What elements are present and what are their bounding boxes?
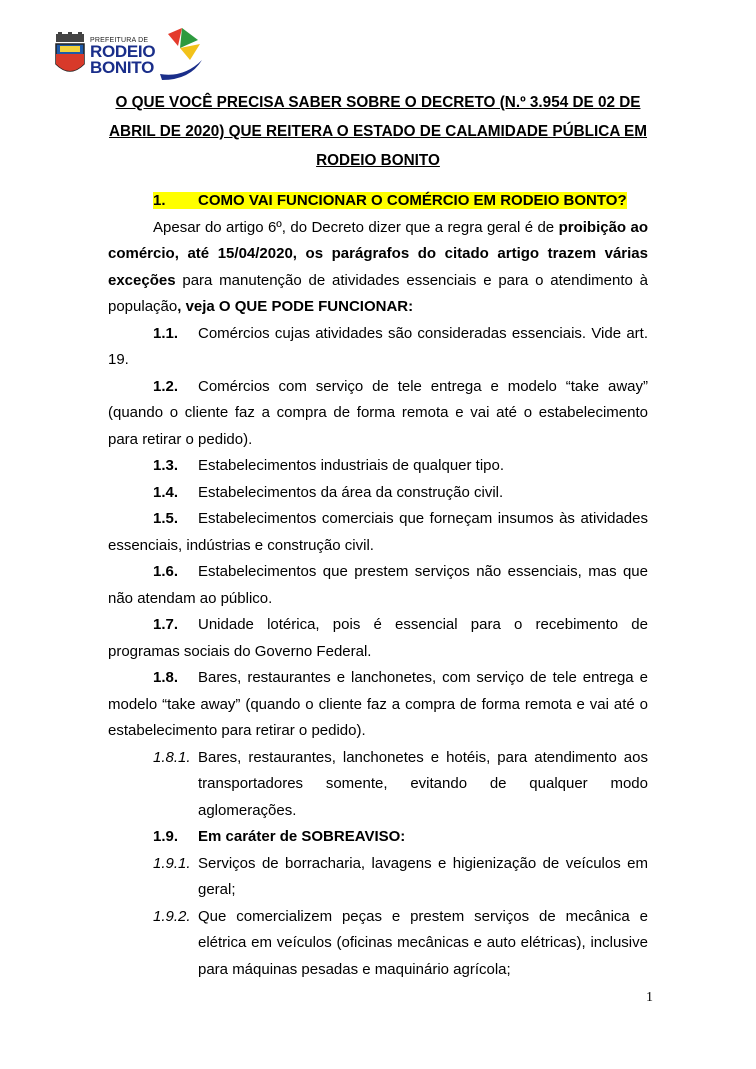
item-text: Estabelecimentos comerciais que forneçam insumos às atividades essenciais, indústrias e construção civil. <box>108 510 648 554</box>
municipality-logo <box>52 30 202 86</box>
list-item <box>108 480 648 507</box>
list-item <box>108 506 648 559</box>
item-text: Comércios cujas atividades são consideradas essenciais. Vide art. 19. <box>108 324 648 368</box>
item-text: Estabelecimentos que prestem serviços não essenciais, mas que não atendam ao público. <box>108 563 648 607</box>
sub-item-number: 1.9.2. <box>153 907 191 925</box>
list-item <box>108 321 648 374</box>
item-number: 1.9. <box>153 828 179 845</box>
sub-item <box>108 851 648 904</box>
sub-item-number: 1.9.1. <box>153 854 191 872</box>
logo-line-2: BONITO <box>90 58 155 78</box>
coat-of-arms-icon <box>52 32 92 84</box>
item-text: Comércios com serviço de tele entrega e modelo “take away” (quando o cliente faz a compra de forma remota e vai até o estabelecimento para retirar o pedido). <box>108 377 648 448</box>
item-text: Bares, restaurantes e lanchonetes, com serviço de tele entrega e modelo “take away” (quando o cliente faz a compra de forma remota e vai até o estabelecimento para retirar o pedido). <box>108 669 648 739</box>
section-title: COMO VAI FUNCIONAR O COMÉRCIO EM RODEIO BONTO? <box>198 192 627 209</box>
item-number: 1.3. <box>153 457 179 474</box>
item-number: 1.5. <box>153 510 179 527</box>
intro-text-2: para manutenção de atividades essenciais e para o atendimento à população <box>108 271 648 315</box>
item-text: Estabelecimentos da área da construção civil. <box>198 483 504 501</box>
list-item <box>108 453 648 480</box>
document-title: O QUE VOCÊ PRECISA SABER SOBRE O DECRETO (N.º 3.954 DE 02 DE ABRIL DE 2020) QUE REITERA O ESTADO DE CALAMIDADE PÚBLICA EM RODEIO BONITO <box>109 94 647 169</box>
sub-item-text: Serviços de borracharia, lavagens e higienização de veículos em geral; <box>198 854 648 898</box>
list-item <box>108 612 648 665</box>
section-number: 1. <box>153 192 166 209</box>
section-heading <box>108 188 648 215</box>
list-item-sobreaviso <box>108 824 648 851</box>
sub-item-number: 1.8.1. <box>153 748 191 766</box>
item-number: 1.8. <box>153 669 179 686</box>
list-item <box>108 665 648 745</box>
page-number: 1 <box>646 990 653 1005</box>
item-text: Unidade lotérica, pois é essencial para o recebimento de programas sociais do Governo Federal. <box>108 616 648 660</box>
sub-item <box>108 904 648 984</box>
sub-item <box>108 745 648 825</box>
item-number: 1.4. <box>153 483 179 501</box>
intro-bold-2: , veja O QUE PODE FUNCIONAR: <box>177 298 414 315</box>
logo-swoosh-icon <box>160 26 204 82</box>
item-text: Em caráter de SOBREAVISO: <box>198 828 406 845</box>
sub-item-text: Bares, restaurantes, lanchonetes e hotéis, para atendimento aos transportadores somente, evitando de qualquer modo aglomerações. <box>198 748 648 819</box>
item-number: 1.1. <box>153 324 179 342</box>
sub-item-text: Que comercializem peças e prestem serviços de mecânica e elétrica em veículos (oficinas mecânicas e auto elétricas), inclusive para máquinas pesadas e maquinário agrícola; <box>198 907 648 978</box>
section-heading-highlight <box>153 192 627 209</box>
item-number: 1.2. <box>153 377 179 395</box>
intro-bold-1: proibição ao comércio, até 15/04/2020, os parágrafos do citado artigo trazem várias exceções <box>108 218 649 289</box>
logo-small-text: PREFEITURA DE <box>90 37 149 44</box>
intro-text-1: Apesar do artigo 6º, do Decreto dizer que a regra geral é de <box>153 218 559 236</box>
document-body <box>108 188 648 983</box>
logo-wordmark <box>90 37 155 76</box>
item-number: 1.6. <box>153 563 179 580</box>
item-text: Estabelecimentos industriais de qualquer tipo. <box>198 457 505 474</box>
list-item <box>108 374 648 454</box>
item-number: 1.7. <box>153 616 179 633</box>
intro-paragraph <box>108 215 648 321</box>
list-item <box>108 559 648 612</box>
logo-line-1: RODEIO <box>90 42 156 61</box>
